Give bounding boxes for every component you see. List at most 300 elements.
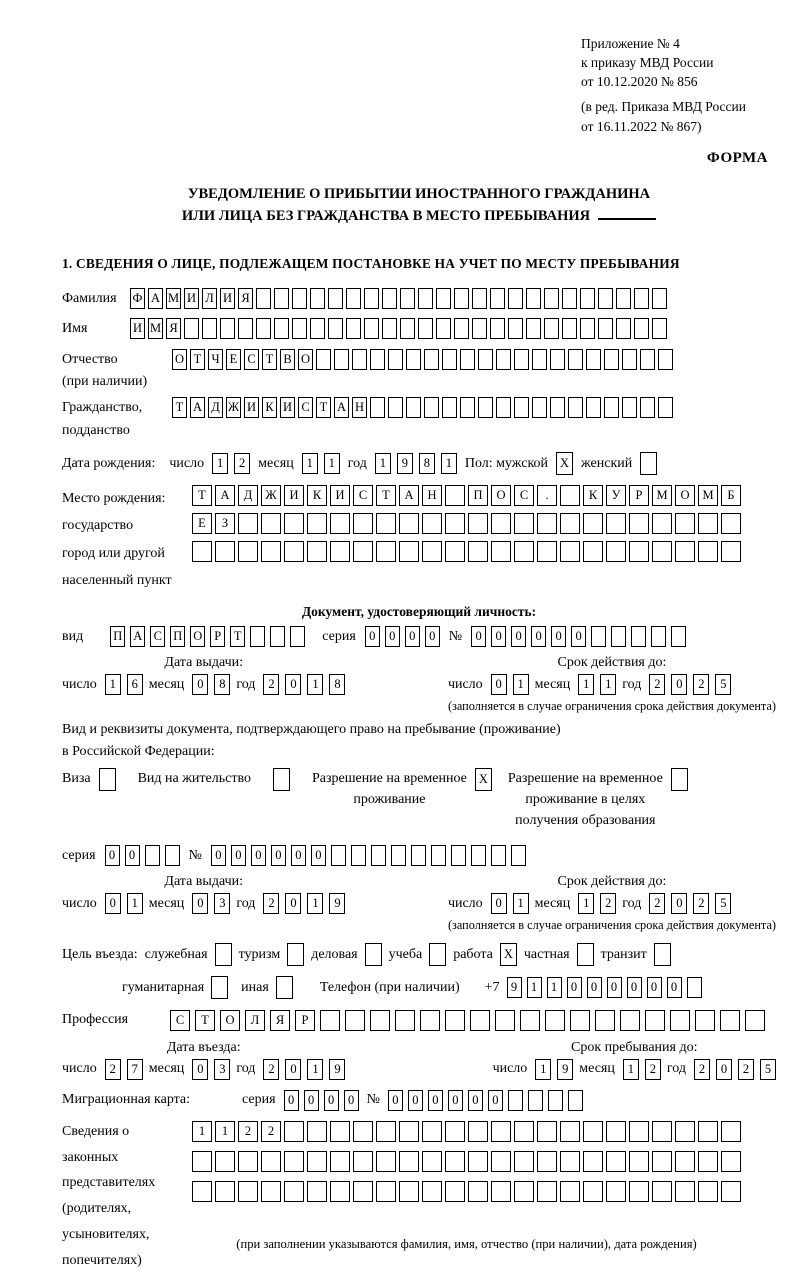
char-box[interactable] [391, 845, 406, 866]
char-box[interactable] [720, 1010, 740, 1031]
char-box[interactable] [330, 541, 350, 562]
char-box[interactable] [424, 397, 439, 418]
char-box[interactable]: 0 [285, 674, 301, 695]
char-box[interactable]: Т [195, 1010, 215, 1031]
char-box[interactable]: 0 [511, 626, 526, 647]
char-box[interactable] [460, 397, 475, 418]
char-box[interactable] [658, 397, 673, 418]
char-box[interactable] [370, 1010, 390, 1031]
option-temp-residence-education-checkbox[interactable] [671, 768, 688, 791]
char-box[interactable] [400, 288, 415, 309]
char-box[interactable]: 0 [551, 626, 566, 647]
char-box[interactable]: 1 [441, 453, 457, 474]
char-box[interactable] [496, 397, 511, 418]
char-box[interactable] [580, 288, 595, 309]
char-box[interactable]: 0 [405, 626, 420, 647]
char-box[interactable] [422, 513, 442, 534]
char-box[interactable] [651, 626, 666, 647]
char-box[interactable]: 0 [571, 626, 586, 647]
char-box[interactable] [238, 318, 253, 339]
char-box[interactable] [445, 541, 465, 562]
char-box[interactable] [215, 541, 235, 562]
char-box[interactable] [514, 1121, 534, 1142]
char-box[interactable]: 0 [671, 674, 687, 695]
char-box[interactable] [652, 318, 667, 339]
char-box[interactable]: 0 [388, 1090, 403, 1111]
char-box[interactable] [721, 1151, 741, 1172]
char-box[interactable]: К [262, 397, 277, 418]
char-box[interactable] [399, 513, 419, 534]
char-box[interactable] [442, 397, 457, 418]
char-box[interactable]: Я [238, 288, 253, 309]
char-box[interactable] [675, 541, 695, 562]
char-box[interactable]: Т [172, 397, 187, 418]
char-box[interactable]: 8 [214, 674, 230, 695]
char-box[interactable] [274, 288, 289, 309]
char-box[interactable] [537, 1181, 557, 1202]
char-box[interactable]: Л [245, 1010, 265, 1031]
char-box[interactable] [652, 513, 672, 534]
char-box[interactable]: 0 [491, 674, 507, 695]
char-box[interactable]: К [307, 485, 327, 506]
char-box[interactable] [406, 397, 421, 418]
char-box[interactable]: Н [422, 485, 442, 506]
char-box[interactable]: 0 [285, 893, 301, 914]
char-box[interactable] [514, 397, 529, 418]
char-box[interactable] [629, 1181, 649, 1202]
char-box[interactable]: 0 [531, 626, 546, 647]
char-box[interactable] [454, 318, 469, 339]
char-box[interactable] [346, 318, 361, 339]
char-box[interactable] [514, 349, 529, 370]
char-box[interactable] [537, 513, 557, 534]
purpose-transit-checkbox[interactable] [654, 943, 671, 966]
char-box[interactable] [411, 845, 426, 866]
char-box[interactable] [548, 1090, 563, 1111]
char-box[interactable] [652, 541, 672, 562]
char-box[interactable] [606, 1121, 626, 1142]
char-box[interactable] [598, 288, 613, 309]
char-box[interactable]: Я [270, 1010, 290, 1031]
char-box[interactable] [645, 1010, 665, 1031]
char-box[interactable]: 0 [344, 1090, 359, 1111]
char-box[interactable]: 5 [715, 893, 731, 914]
char-box[interactable] [202, 318, 217, 339]
char-box[interactable]: 0 [448, 1090, 463, 1111]
char-box[interactable]: 0 [251, 845, 266, 866]
char-box[interactable] [364, 318, 379, 339]
char-box[interactable] [654, 943, 671, 966]
char-box[interactable] [560, 1121, 580, 1142]
char-box[interactable] [528, 1090, 543, 1111]
char-box[interactable] [256, 288, 271, 309]
char-box[interactable]: 0 [607, 977, 622, 998]
char-box[interactable]: 0 [567, 977, 582, 998]
char-box[interactable] [422, 1121, 442, 1142]
char-box[interactable] [652, 1121, 672, 1142]
gender-female-checkbox[interactable] [640, 452, 657, 475]
char-box[interactable] [471, 845, 486, 866]
char-box[interactable]: А [190, 397, 205, 418]
char-box[interactable] [310, 288, 325, 309]
char-box[interactable]: 2 [105, 1059, 121, 1080]
char-box[interactable]: Д [208, 397, 223, 418]
char-box[interactable]: О [220, 1010, 240, 1031]
char-box[interactable] [261, 1151, 281, 1172]
char-box[interactable] [545, 1010, 565, 1031]
char-box[interactable]: Е [192, 513, 212, 534]
char-box[interactable] [586, 349, 601, 370]
char-box[interactable] [470, 1010, 490, 1031]
char-box[interactable] [395, 1010, 415, 1031]
char-box[interactable] [514, 541, 534, 562]
char-box[interactable] [287, 943, 304, 966]
char-box[interactable]: М [166, 288, 181, 309]
char-box[interactable] [145, 845, 160, 866]
char-box[interactable] [353, 1121, 373, 1142]
char-box[interactable] [591, 626, 606, 647]
char-box[interactable] [422, 1151, 442, 1172]
char-box[interactable]: 0 [365, 626, 380, 647]
char-box[interactable] [451, 845, 466, 866]
char-box[interactable] [721, 1181, 741, 1202]
char-box[interactable]: С [298, 397, 313, 418]
char-box[interactable] [431, 845, 446, 866]
char-box[interactable]: И [244, 397, 259, 418]
char-box[interactable] [604, 349, 619, 370]
char-box[interactable] [256, 318, 271, 339]
char-box[interactable] [526, 288, 541, 309]
char-box[interactable] [495, 1010, 515, 1031]
char-box[interactable]: 2 [694, 1059, 710, 1080]
char-box[interactable] [496, 349, 511, 370]
char-box[interactable] [274, 318, 289, 339]
char-box[interactable]: А [399, 485, 419, 506]
char-box[interactable]: О [190, 626, 205, 647]
char-box[interactable]: 0 [271, 845, 286, 866]
char-box[interactable] [307, 1181, 327, 1202]
char-box[interactable]: А [334, 397, 349, 418]
char-box[interactable]: 2 [238, 1121, 258, 1142]
char-box[interactable]: 1 [578, 893, 594, 914]
char-box[interactable] [238, 513, 258, 534]
char-box[interactable] [472, 288, 487, 309]
char-box[interactable]: Б [721, 485, 741, 506]
char-box[interactable] [276, 976, 293, 999]
char-box[interactable]: Р [295, 1010, 315, 1031]
char-box[interactable]: 0 [324, 1090, 339, 1111]
char-box[interactable] [560, 541, 580, 562]
char-box[interactable] [537, 541, 557, 562]
char-box[interactable]: Р [629, 485, 649, 506]
char-box[interactable]: О [298, 349, 313, 370]
char-box[interactable] [508, 1090, 523, 1111]
char-box[interactable] [346, 288, 361, 309]
char-box[interactable] [284, 513, 304, 534]
char-box[interactable] [658, 349, 673, 370]
char-box[interactable]: 1 [212, 453, 228, 474]
char-box[interactable]: Л [202, 288, 217, 309]
char-box[interactable] [445, 1181, 465, 1202]
option-temp-residence-checkbox[interactable] [475, 768, 492, 791]
char-box[interactable] [331, 845, 346, 866]
char-box[interactable] [388, 397, 403, 418]
char-box[interactable] [560, 1151, 580, 1172]
char-box[interactable] [568, 397, 583, 418]
purpose-private-checkbox[interactable] [577, 943, 594, 966]
char-box[interactable]: 5 [715, 674, 731, 695]
char-box[interactable]: А [130, 626, 145, 647]
char-box[interactable] [352, 349, 367, 370]
char-box[interactable] [640, 349, 655, 370]
char-box[interactable] [353, 1181, 373, 1202]
char-box[interactable] [328, 318, 343, 339]
char-box[interactable] [376, 1121, 396, 1142]
char-box[interactable]: 1 [547, 977, 562, 998]
char-box[interactable]: 2 [693, 674, 709, 695]
char-box[interactable] [491, 1151, 511, 1172]
char-box[interactable] [399, 1181, 419, 1202]
char-box[interactable]: Ф [130, 288, 145, 309]
char-box[interactable]: И [130, 318, 145, 339]
char-box[interactable] [330, 1121, 350, 1142]
char-box[interactable]: 1 [105, 674, 121, 695]
char-box[interactable] [370, 397, 385, 418]
char-box[interactable] [330, 1181, 350, 1202]
char-box[interactable] [478, 349, 493, 370]
char-box[interactable]: 6 [127, 674, 143, 695]
char-box[interactable] [353, 513, 373, 534]
char-box[interactable] [550, 397, 565, 418]
char-box[interactable]: 0 [385, 626, 400, 647]
char-box[interactable]: 1 [527, 977, 542, 998]
char-box[interactable] [698, 1121, 718, 1142]
char-box[interactable] [629, 513, 649, 534]
char-box[interactable] [606, 541, 626, 562]
char-box[interactable]: У [606, 485, 626, 506]
char-box[interactable] [583, 1121, 603, 1142]
char-box[interactable]: X [556, 452, 573, 475]
char-box[interactable]: Т [230, 626, 245, 647]
char-box[interactable] [307, 541, 327, 562]
char-box[interactable] [544, 288, 559, 309]
char-box[interactable] [514, 1151, 534, 1172]
char-box[interactable] [382, 288, 397, 309]
char-box[interactable] [640, 397, 655, 418]
char-box[interactable]: 0 [284, 1090, 299, 1111]
char-box[interactable] [622, 349, 637, 370]
char-box[interactable]: 9 [329, 1059, 345, 1080]
char-box[interactable]: 0 [105, 845, 120, 866]
char-box[interactable]: 0 [716, 1059, 732, 1080]
char-box[interactable] [261, 1181, 281, 1202]
char-box[interactable] [215, 1151, 235, 1172]
char-box[interactable] [320, 1010, 340, 1031]
char-box[interactable]: С [150, 626, 165, 647]
char-box[interactable]: 3 [214, 893, 230, 914]
char-box[interactable] [508, 318, 523, 339]
char-box[interactable] [290, 626, 305, 647]
char-box[interactable]: И [280, 397, 295, 418]
char-box[interactable] [400, 318, 415, 339]
char-box[interactable]: 9 [397, 453, 413, 474]
char-box[interactable] [261, 541, 281, 562]
char-box[interactable]: С [514, 485, 534, 506]
char-box[interactable]: С [244, 349, 259, 370]
char-box[interactable]: С [353, 485, 373, 506]
char-box[interactable] [382, 318, 397, 339]
char-box[interactable]: 0 [192, 1059, 208, 1080]
char-box[interactable] [687, 977, 702, 998]
char-box[interactable] [508, 288, 523, 309]
char-box[interactable]: 0 [491, 626, 506, 647]
char-box[interactable] [460, 349, 475, 370]
char-box[interactable]: Д [238, 485, 258, 506]
char-box[interactable] [520, 1010, 540, 1031]
char-box[interactable]: 1 [535, 1059, 551, 1080]
char-box[interactable] [420, 1010, 440, 1031]
char-box[interactable]: 0 [647, 977, 662, 998]
char-box[interactable]: Е [226, 349, 241, 370]
char-box[interactable] [577, 943, 594, 966]
char-box[interactable]: 0 [211, 845, 226, 866]
char-box[interactable] [399, 541, 419, 562]
char-box[interactable]: 0 [428, 1090, 443, 1111]
char-box[interactable] [544, 318, 559, 339]
char-box[interactable] [568, 1090, 583, 1111]
char-box[interactable] [671, 626, 686, 647]
char-box[interactable] [422, 1181, 442, 1202]
char-box[interactable] [388, 349, 403, 370]
option-visa-checkbox[interactable] [99, 768, 116, 791]
char-box[interactable]: В [280, 349, 295, 370]
char-box[interactable] [468, 1181, 488, 1202]
char-box[interactable]: Т [192, 485, 212, 506]
char-box[interactable]: 0 [304, 1090, 319, 1111]
char-box[interactable] [560, 485, 580, 506]
char-box[interactable] [215, 1181, 235, 1202]
char-box[interactable] [606, 513, 626, 534]
char-box[interactable]: С [170, 1010, 190, 1031]
char-box[interactable]: О [675, 485, 695, 506]
char-box[interactable]: 9 [557, 1059, 573, 1080]
char-box[interactable] [284, 1151, 304, 1172]
char-box[interactable]: И [284, 485, 304, 506]
char-box[interactable]: 1 [375, 453, 391, 474]
char-box[interactable] [511, 845, 526, 866]
char-box[interactable] [330, 1151, 350, 1172]
char-box[interactable] [490, 318, 505, 339]
char-box[interactable] [445, 485, 465, 506]
char-box[interactable]: 0 [667, 977, 682, 998]
char-box[interactable] [215, 943, 232, 966]
char-box[interactable] [620, 1010, 640, 1031]
char-box[interactable] [491, 541, 511, 562]
char-box[interactable]: X [475, 768, 492, 791]
char-box[interactable] [376, 513, 396, 534]
char-box[interactable] [238, 1181, 258, 1202]
char-box[interactable] [537, 1121, 557, 1142]
char-box[interactable]: 2 [693, 893, 709, 914]
char-box[interactable] [629, 1151, 649, 1172]
char-box[interactable]: М [652, 485, 672, 506]
char-box[interactable] [634, 318, 649, 339]
char-box[interactable]: Ж [226, 397, 241, 418]
char-box[interactable]: П [110, 626, 125, 647]
char-box[interactable] [418, 318, 433, 339]
char-box[interactable] [550, 349, 565, 370]
char-box[interactable]: 0 [627, 977, 642, 998]
char-box[interactable] [442, 349, 457, 370]
char-box[interactable]: 9 [329, 893, 345, 914]
char-box[interactable]: 1 [192, 1121, 212, 1142]
char-box[interactable] [418, 288, 433, 309]
char-box[interactable]: 2 [263, 1059, 279, 1080]
char-box[interactable] [491, 845, 506, 866]
char-box[interactable] [330, 513, 350, 534]
char-box[interactable]: 1 [578, 674, 594, 695]
char-box[interactable] [675, 513, 695, 534]
char-box[interactable] [284, 1121, 304, 1142]
char-box[interactable] [526, 318, 541, 339]
char-box[interactable] [745, 1010, 765, 1031]
char-box[interactable] [611, 626, 626, 647]
char-box[interactable] [604, 397, 619, 418]
char-box[interactable] [675, 1151, 695, 1172]
char-box[interactable]: 1 [623, 1059, 639, 1080]
char-box[interactable] [580, 318, 595, 339]
char-box[interactable] [616, 318, 631, 339]
char-box[interactable] [698, 1151, 718, 1172]
char-box[interactable] [406, 349, 421, 370]
purpose-commercial-checkbox[interactable] [365, 943, 382, 966]
char-box[interactable] [560, 1181, 580, 1202]
purpose-business-checkbox[interactable] [215, 943, 232, 966]
char-box[interactable] [99, 768, 116, 791]
char-box[interactable] [238, 541, 258, 562]
char-box[interactable] [671, 768, 688, 791]
char-box[interactable] [698, 541, 718, 562]
char-box[interactable]: 7 [127, 1059, 143, 1080]
phone-boxes[interactable] [507, 977, 702, 998]
char-box[interactable] [514, 513, 534, 534]
char-box[interactable] [399, 1121, 419, 1142]
char-box[interactable] [334, 349, 349, 370]
purpose-other-checkbox[interactable] [276, 976, 293, 999]
char-box[interactable]: 1 [307, 674, 323, 695]
char-box[interactable] [376, 541, 396, 562]
char-box[interactable] [345, 1010, 365, 1031]
char-box[interactable] [583, 1151, 603, 1172]
char-box[interactable] [595, 1010, 615, 1031]
char-box[interactable]: Я [166, 318, 181, 339]
char-box[interactable]: X [500, 943, 517, 966]
char-box[interactable]: 8 [329, 674, 345, 695]
char-box[interactable]: 1 [600, 674, 616, 695]
purpose-study-checkbox[interactable] [429, 943, 446, 966]
char-box[interactable] [598, 318, 613, 339]
char-box[interactable]: 0 [491, 893, 507, 914]
char-box[interactable]: М [698, 485, 718, 506]
char-box[interactable]: 0 [125, 845, 140, 866]
char-box[interactable]: 0 [425, 626, 440, 647]
char-box[interactable]: 2 [261, 1121, 281, 1142]
char-box[interactable] [583, 1181, 603, 1202]
char-box[interactable] [422, 541, 442, 562]
char-box[interactable]: 1 [324, 453, 340, 474]
char-box[interactable]: И [184, 288, 199, 309]
char-box[interactable] [583, 513, 603, 534]
